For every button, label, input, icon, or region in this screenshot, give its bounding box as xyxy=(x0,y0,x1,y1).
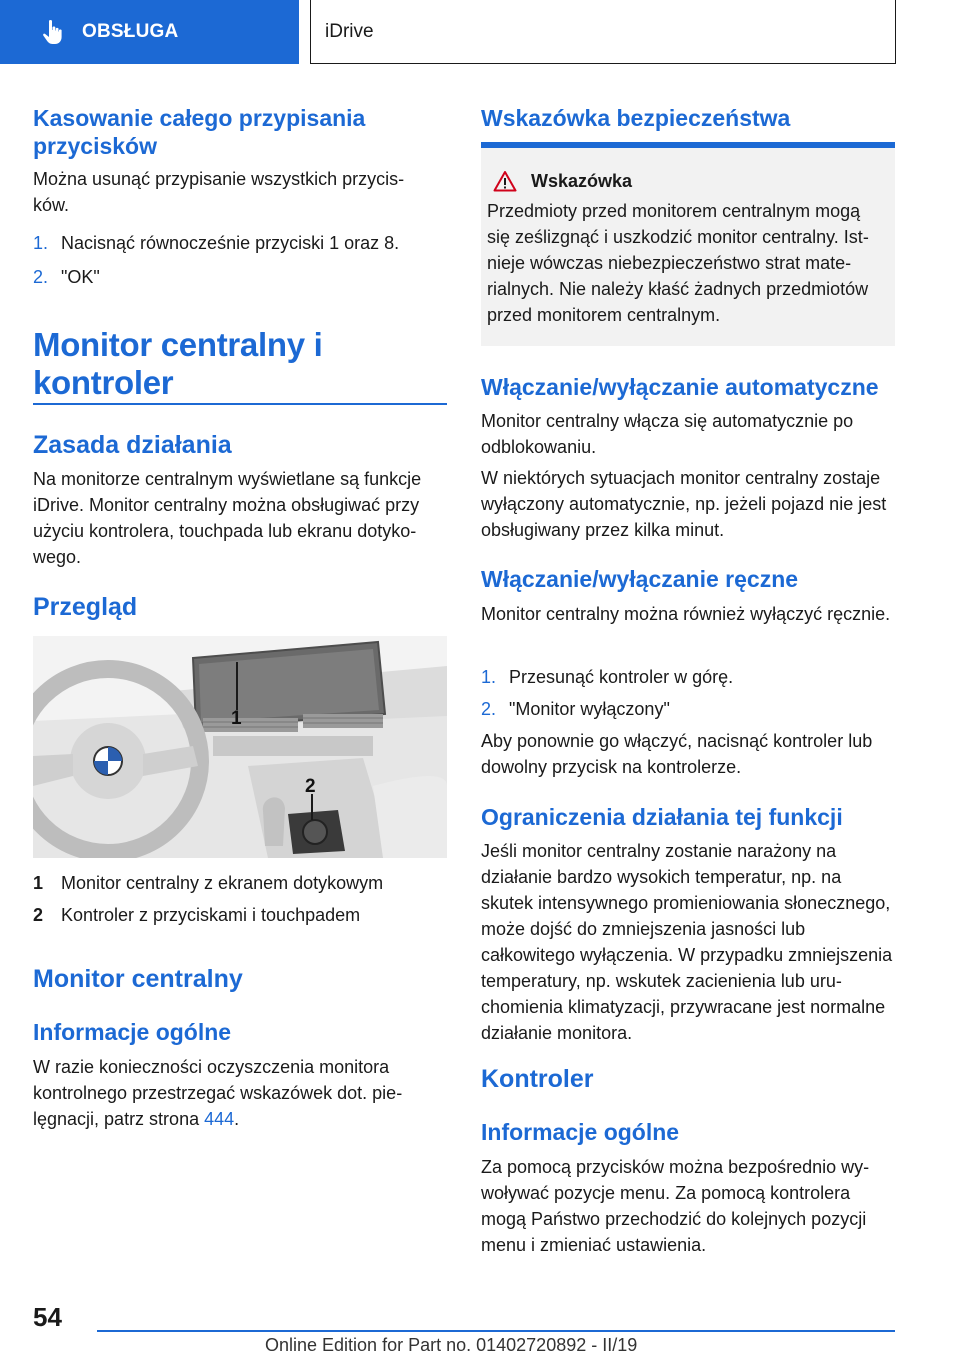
reset-heading: Kasowanie całego przypisania przycisków xyxy=(33,105,366,159)
edition-text: Online Edition for Part no. 01402720892 - II/19 xyxy=(265,1335,638,1355)
general-heading: Informacje ogólne xyxy=(33,1019,232,1045)
chapter-divider xyxy=(33,403,447,405)
legend-number: 2 xyxy=(33,905,44,925)
safety-heading: Wskazówka bezpieczeństwa xyxy=(481,105,791,131)
reset-text: Można usunąć przypisanie wszystkich przycisków. xyxy=(33,169,405,215)
manual-text: Monitor centralny można również wyłączyć ręcznie. xyxy=(481,604,891,624)
warning-triangle-icon xyxy=(493,170,517,192)
controller-text: Za pomocą przycisków można bezpośrednio wywoływać pozycje menu. Za pomocą kontrolera mogą Państwo przechodzić do kolejnych pozycji menu i zmieniać ustawienia. xyxy=(481,1157,870,1255)
step-number: 1. xyxy=(481,667,497,687)
step-text: "OK" xyxy=(61,267,100,287)
general-text-end: . xyxy=(234,1109,240,1129)
overview-heading: Przegląd xyxy=(33,593,138,621)
principle-heading: Zasada działania xyxy=(33,431,232,459)
warning-text: Przedmioty przed monitorem centralnym mogą się ześlizgnąć i uszkodzić monitor centralny. Istnieje wówczas niebezpieczeństwo strat materialnych. Nie należy kłaść żadnych przedmiotów przed monitorem centralnym. xyxy=(487,201,869,325)
callout-label: 2 xyxy=(305,776,316,797)
page-number: 54 xyxy=(33,1302,62,1332)
warning-title: Wskazówka xyxy=(531,170,633,191)
list-item xyxy=(33,230,447,256)
warning-box xyxy=(481,148,895,346)
warning-title-row xyxy=(493,170,889,192)
dashboard-illustration xyxy=(33,636,447,858)
auto-text-1: Monitor centralny włącza się automatycznie po odblokowaniu. xyxy=(481,411,854,457)
list-item xyxy=(481,696,895,722)
chapter-header xyxy=(310,0,896,64)
chapter-title: Monitor centralny i kontroler xyxy=(33,326,323,401)
legend-text: Monitor centralny z ekranem dotykowym xyxy=(61,873,384,893)
step-number: 1. xyxy=(33,233,49,253)
section-label: OBSŁUGA xyxy=(82,21,179,42)
legend-item xyxy=(33,870,447,896)
footer-divider xyxy=(97,1330,895,1332)
general-text xyxy=(33,1054,447,1132)
legend-item xyxy=(33,902,447,928)
step-text: "Monitor wyłączony" xyxy=(509,699,670,719)
chapter-label: iDrive xyxy=(325,20,374,42)
manual-heading: Włączanie/wyłączanie ręczne xyxy=(481,566,799,592)
monitor-heading: Monitor centralny xyxy=(33,965,243,993)
principle-text: Na monitorze centralnym wyświetlane są funkcje iDrive. Monitor centralny można obsługiwać przy użyciu kontrolera, touchpada lub ekranu dotykowego. xyxy=(33,469,422,567)
controller-general-heading: Informacje ogólne xyxy=(481,1119,680,1145)
list-item xyxy=(481,664,895,690)
page-link[interactable]: 444 xyxy=(204,1109,235,1129)
step-text: Przesunąć kontroler w górę. xyxy=(509,667,734,687)
hand-pointer-icon xyxy=(42,19,64,45)
limits-heading: Ograniczenia działania tej funkcji xyxy=(481,804,843,830)
legend-number: 1 xyxy=(33,873,44,893)
auto-text-2: W niektórych sytuacjach monitor centralny zostaje wyłączony automatycznie, np. jeżeli pojazd nie jest obsługiwany przez kilka minut. xyxy=(481,468,887,540)
step-number: 2. xyxy=(481,699,497,719)
step-number: 2. xyxy=(33,267,49,287)
legend-text: Kontroler z przyciskami i touchpadem xyxy=(61,905,361,925)
step-text: Nacisnąć równocześnie przyciski 1 oraz 8. xyxy=(61,233,400,253)
general-text-body: W razie konieczności oczyszczenia monitora kontrolnego przestrzegać wskazówek dot. pielęgnacji, patrz strona xyxy=(33,1057,403,1129)
manual-after-text: Aby ponownie go włączyć, nacisnąć kontroler lub dowolny przycisk na kontrolerze. xyxy=(481,731,873,777)
controller-heading: Kontroler xyxy=(481,1065,594,1093)
limits-text: Jeśli monitor centralny zostanie narażony na działanie bardzo wysokich temperatur, np. na skutek intensywnego promieniowania słonecznego, może dojść do zmniejszenia jasności lub całkowitego wyłączenia. W przypadku zmniejszenia temperatury, np. wskutek zacienienia lub uruchomienia klimatyzacji, przywracane jest normalne działanie monitora. xyxy=(481,841,893,1043)
auto-heading: Włączanie/wyłączanie automatyczne xyxy=(481,374,879,400)
callout-label: 1 xyxy=(231,708,242,729)
list-item xyxy=(33,264,447,290)
section-tab xyxy=(0,0,299,64)
